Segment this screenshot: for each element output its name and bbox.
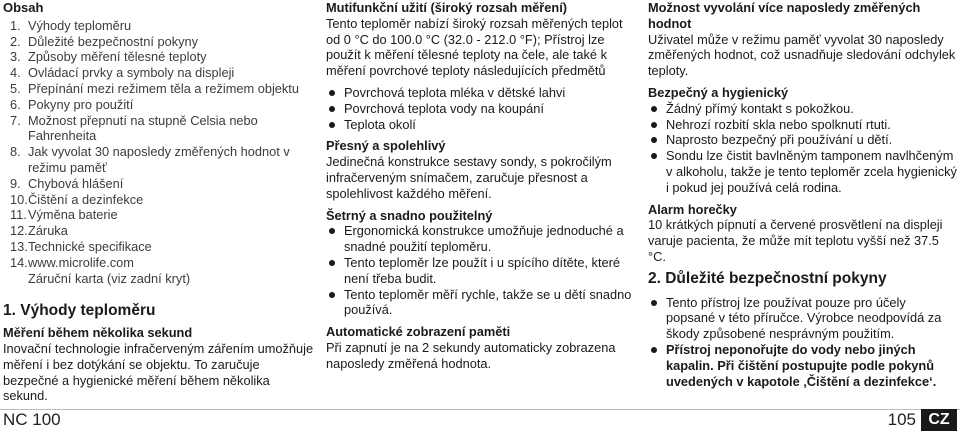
safe-list — [648, 101, 958, 196]
precise-text: Jedinečná konstrukce sestavy sondy, s pokročilým infračerveným snímačem, zaručuje přesnost a spolehlivost každého měření. — [326, 154, 612, 201]
toc-item — [10, 144, 315, 160]
model-name: NC 100 — [3, 410, 61, 429]
bullet-item — [326, 101, 636, 117]
toc-item — [10, 34, 315, 50]
safety-instruction-item — [648, 295, 958, 342]
bullet-text: Žádný přímý kontakt s pokožkou. — [666, 100, 854, 116]
toc-item — [10, 18, 315, 34]
bullet-item — [326, 117, 636, 133]
safety-instruction-item — [648, 342, 958, 389]
multifunction-text: Tento teploměr nabízí široký rozsah měřených teplot od 0 °C do 100.0 °C (32.0 - 212.0 °F); Přístroj lze použít k měření tělesné teploty na čele, ale také k měření povrchové teploty následujících předmětů — [326, 15, 623, 79]
toc-item-label: Výhody teploměru — [28, 17, 132, 33]
toc-item-number: 10. — [10, 191, 28, 207]
bullet-text: Sondu lze čistit bavlněným tamponem navlhčeným v alkoholu, takže je tento teploměr zcela hygienický i pokud jej používá celá rodina. — [666, 148, 957, 195]
table-of-contents — [3, 18, 315, 287]
toc-item-label: www.microlife.com — [28, 254, 134, 270]
toc-item — [10, 49, 315, 65]
bullet-text: Tento přístroj lze používat pouze pro účely popsané v této příručce. Výrobce neodpovídá za škody způsobené nesprávným použitím. — [666, 294, 942, 342]
toc-item-number: 5. — [10, 80, 21, 96]
toc-item-label: Důležité bezpečnostní pokyny — [28, 33, 199, 49]
bullet-item — [326, 255, 636, 287]
gentle-list — [326, 223, 636, 318]
toc-item-number: 14. — [10, 254, 28, 270]
bullet-dot-icon — [651, 300, 657, 306]
section-1-subheading: Měření během několika sekund — [3, 325, 193, 341]
alarm-text: 10 krátkých pípnutí a červené prosvětlení na displeji varuje pacienta, že může mít teplotu vyšší než 37.5 °C. — [648, 217, 943, 264]
bullet-item — [326, 287, 636, 319]
bullet-text: Ergonomická konstrukce umožňuje jednoduché a snadné použití teploměru. — [344, 223, 624, 255]
bullet-dot-icon — [329, 228, 335, 234]
bullet-text: Tento teploměr lze použít i u spícího dítěte, které není třeba budit. — [344, 254, 620, 286]
language-badge: CZ — [921, 409, 957, 431]
bullet-text: Naprosto bezpečný při používání u dětí. — [666, 132, 893, 148]
toc-item-label: Přepínání mezi režimem těla a režimem objektu — [28, 80, 299, 96]
toc-item — [10, 271, 315, 287]
alarm-heading: Alarm horečky — [648, 201, 737, 217]
bullet-dot-icon — [329, 292, 335, 298]
section-1-text: Inovační technologie infračerveným zářením umožňuje měření i bez dotýkání se objektu. To zaručuje bezpečné a hygienické měření během několika sekund. — [3, 340, 314, 404]
toc-item — [10, 65, 315, 81]
toc-item-label: Čištění a dezinfekce — [28, 191, 144, 207]
toc-item-number: 1. — [10, 17, 21, 33]
bullet-text: Tento teploměr měří rychle, takže se u dětí snadno používá. — [344, 286, 632, 318]
bullet-dot-icon — [651, 106, 657, 112]
bullet-item — [326, 223, 636, 255]
safe-heading: Bezpečný a hygienický — [648, 84, 789, 100]
bullet-item — [648, 117, 958, 133]
toc-item — [10, 81, 315, 97]
toc-item-label: Záruční karta (viz zadní kryt) — [28, 270, 191, 286]
toc-item — [10, 176, 315, 192]
toc-item-number: 6. — [10, 96, 21, 112]
toc-item — [10, 239, 315, 255]
toc-item — [10, 255, 315, 271]
section-2-title: 2. Důležité bezpečnostní pokyny — [648, 269, 887, 287]
toc-item-number: 4. — [10, 65, 21, 81]
toc-item-label: Způsoby měření tělesné teploty — [28, 49, 207, 65]
bullet-dot-icon — [651, 137, 657, 143]
toc-item-label: Technické specifikace — [28, 238, 152, 254]
bullet-item — [648, 101, 958, 117]
section-1-title: 1. Výhody teploměru — [3, 302, 156, 320]
bullet-item — [326, 85, 636, 101]
toc-item — [10, 97, 315, 113]
toc-item-label: Výměna baterie — [28, 207, 118, 223]
toc-item-number: 2. — [10, 33, 21, 49]
auto-memory-heading: Automatické zobrazení paměti — [326, 324, 511, 340]
toc-item-label: Pokyny pro použití — [28, 96, 134, 112]
bullet-text: Přístroj neponořujte do vody nebo jiných kapalin. Při čištění postupujte podle pokynů uvedených v kapotole ‚Čištění a dezinfekce‘. — [666, 341, 937, 389]
precise-heading: Přesný a spolehlivý — [326, 138, 446, 154]
gentle-heading: Šetrný a snadno použitelný — [326, 207, 493, 223]
toc-item — [10, 223, 315, 239]
bullet-dot-icon — [329, 106, 335, 112]
bullet-dot-icon — [651, 153, 657, 159]
column-left — [3, 0, 315, 410]
footer-rule — [0, 409, 960, 410]
bullet-dot-icon — [329, 260, 335, 266]
column-middle — [326, 0, 636, 378]
toc-item-label: Možnost přepnutí na stupně Celsia nebo Fahrenheita — [28, 112, 258, 144]
toc-item-number: 13. — [10, 238, 28, 254]
toc-item-number: 7. — [10, 112, 21, 128]
bullet-item — [648, 132, 958, 148]
toc-item-label: Chybová hlášení — [28, 175, 124, 191]
toc-item — [10, 207, 315, 223]
toc-item-number: 12. — [10, 223, 28, 239]
recall-text: Uživatel může v režimu paměť vyvolat 30 naposledy změřených hodnot, což usnadňuje sledování odchylek teploty. — [648, 31, 956, 79]
toc-item — [10, 192, 315, 208]
toc-item — [10, 113, 315, 145]
toc-item-number: 11. — [10, 207, 27, 223]
toc-item-number: 3. — [10, 49, 21, 65]
multifunction-heading: Mutifunkční užití (široký rozsah měření) — [326, 0, 568, 15]
toc-item-label: Ovládací prvky a symboly na displeji — [28, 65, 235, 81]
page-number: 105 — [887, 410, 916, 429]
auto-memory-text: Při zapnutí je na 2 sekundy automaticky zobrazena naposledy změřená hodnota. — [326, 339, 616, 371]
toc-item-number: 8. — [10, 144, 21, 160]
safety-instructions-list — [648, 295, 958, 390]
bullet-dot-icon — [651, 122, 657, 128]
bullet-text: Teplota okolí — [344, 116, 416, 132]
bullet-dot-icon — [329, 90, 335, 96]
toc-item-label: Jak vyvolat 30 naposledy změřených hodnot v — [28, 144, 290, 160]
toc-item-label: Záruka — [28, 223, 68, 239]
recall-heading: Možnost vyvolání více naposledy změřených hodnot — [648, 0, 921, 31]
multifunction-list — [326, 85, 636, 132]
bullet-dot-icon — [329, 122, 335, 128]
bullet-dot-icon — [651, 347, 657, 353]
bullet-text: Nehrozí rozbití skla nebo spolknutí rtuti. — [666, 116, 891, 132]
bullet-text: Povrchová teplota vody na koupání — [344, 100, 544, 116]
bullet-item — [648, 148, 958, 195]
bullet-text: Povrchová teplota mléka v dětské lahvi — [344, 84, 566, 100]
toc-item-continuation: režimu paměť — [28, 159, 107, 175]
toc-item-number: 9. — [10, 175, 21, 191]
toc-title: Obsah — [3, 0, 44, 15]
column-right — [648, 0, 958, 395]
